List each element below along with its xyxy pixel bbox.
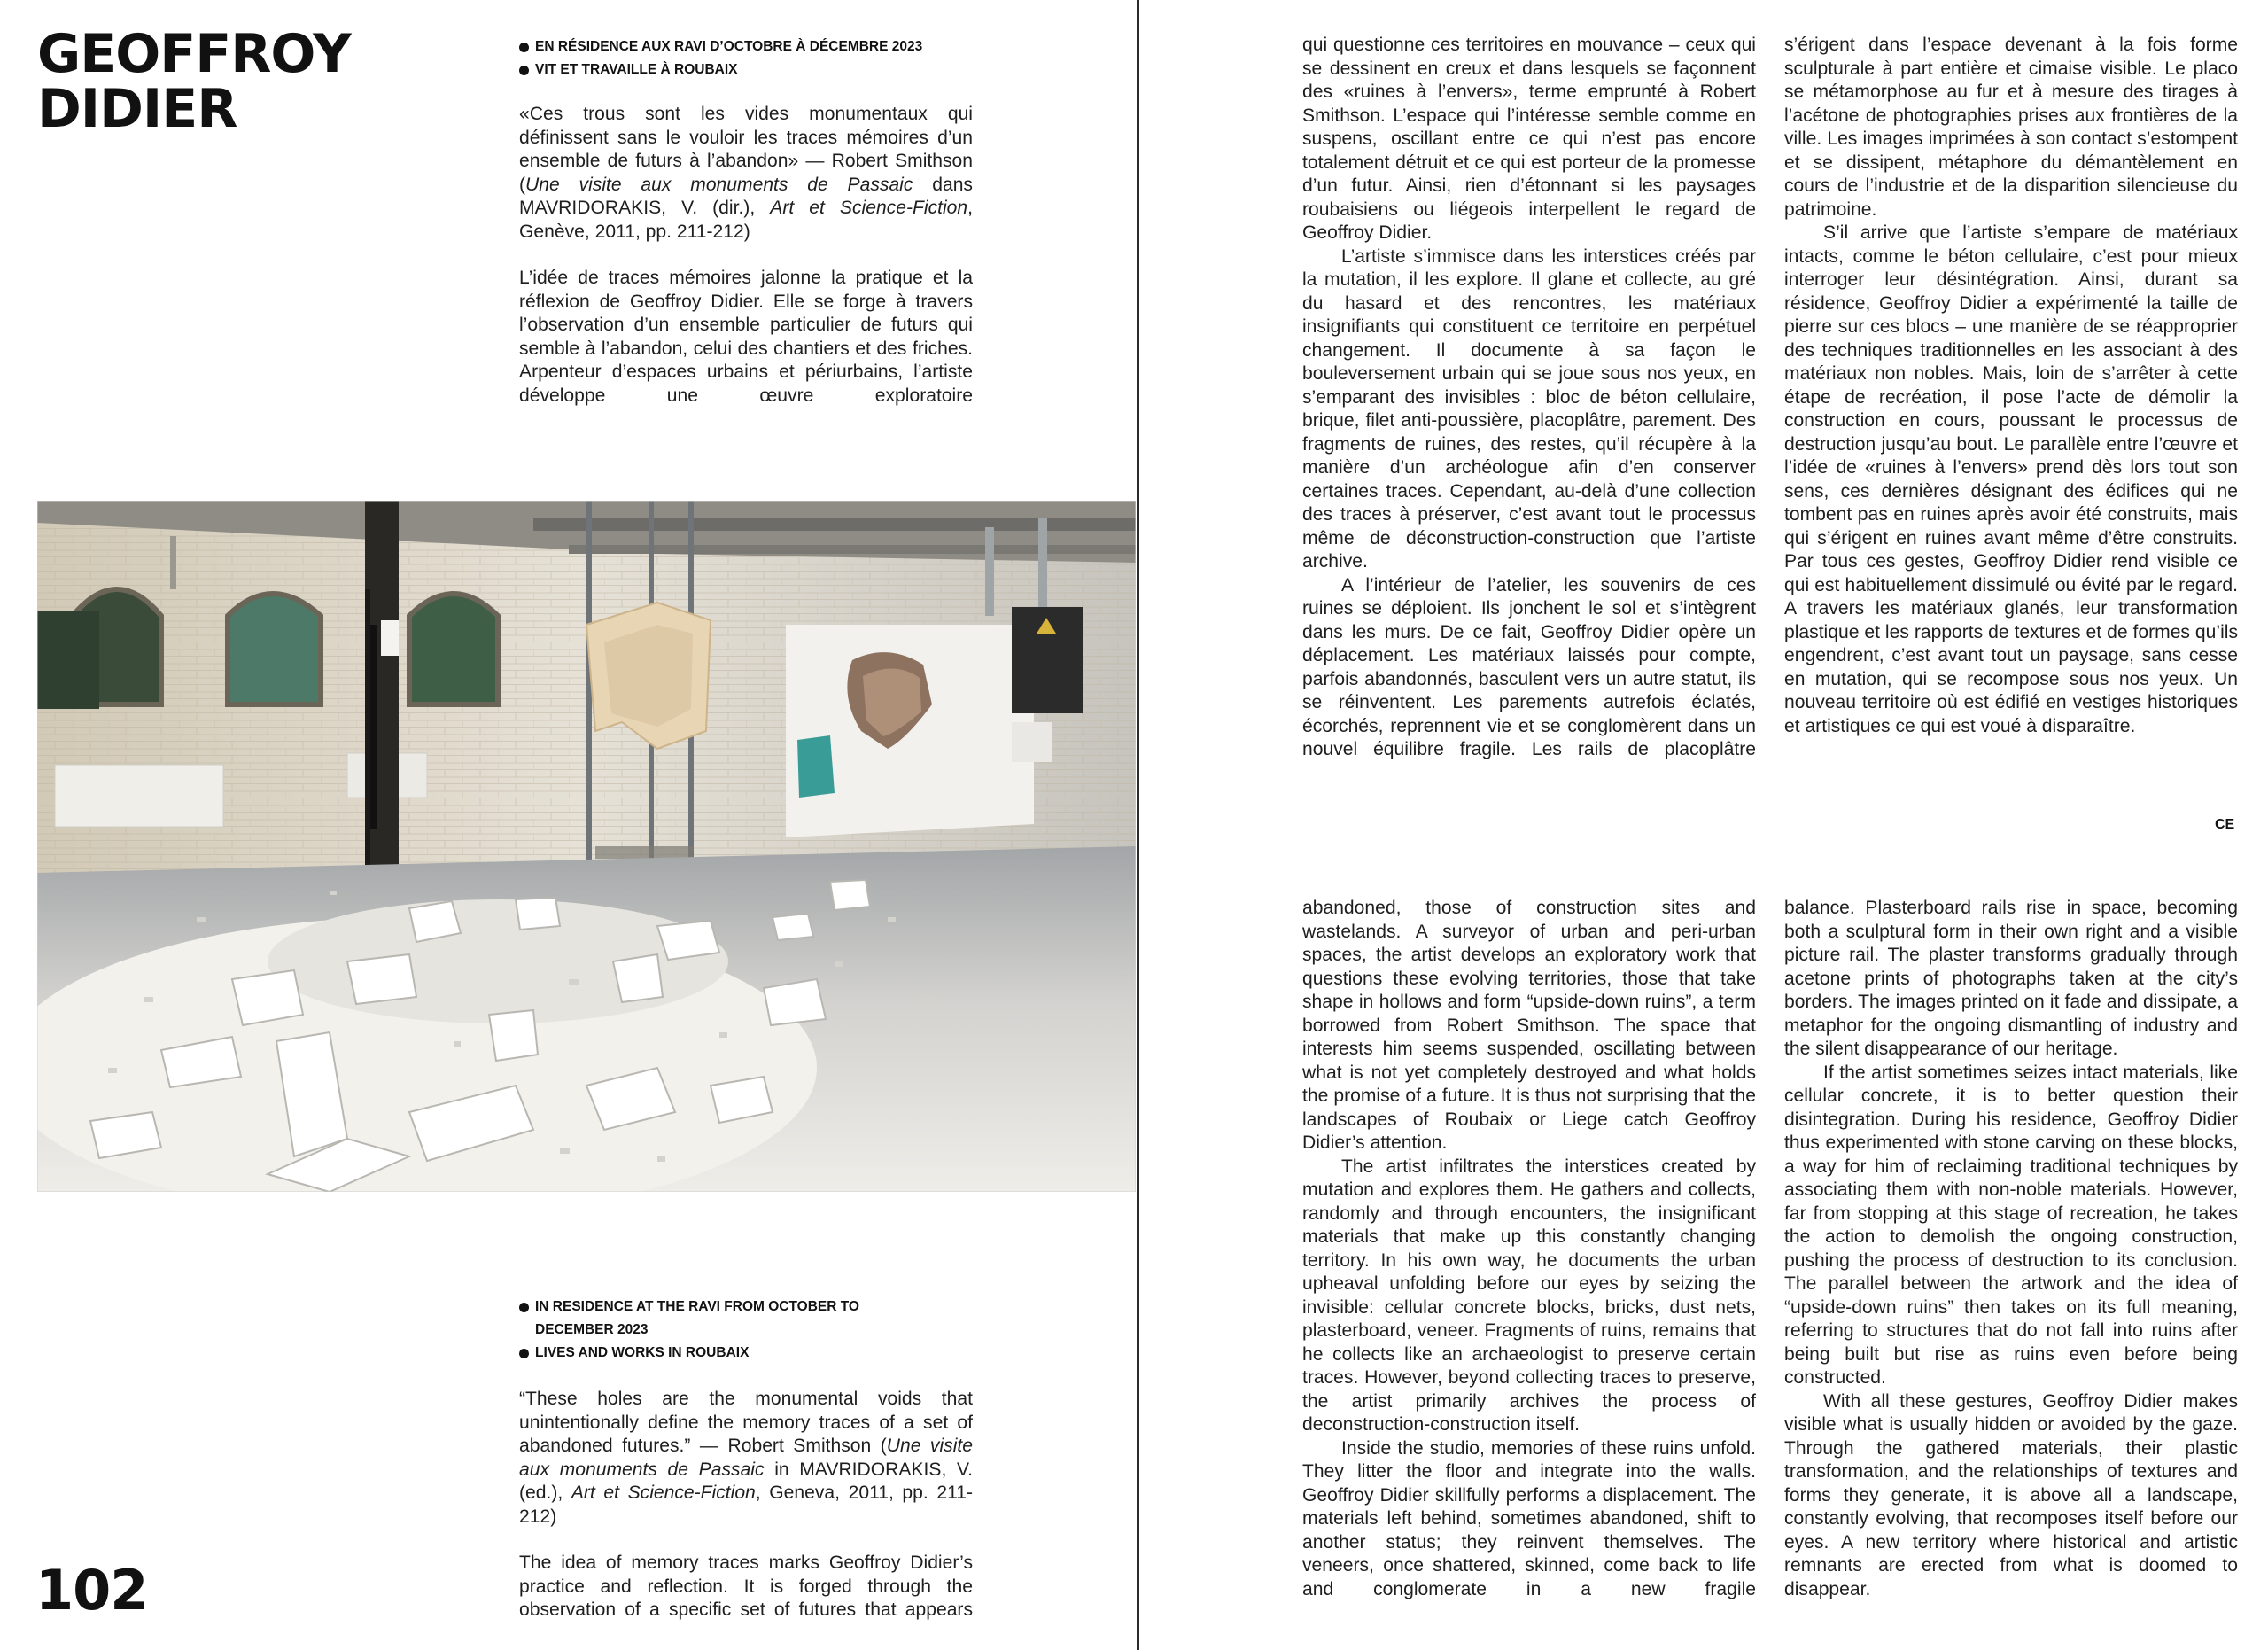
fr-intro-column	[519, 103, 973, 408]
fr-col3-paragraph-2: S’il arrive que l’artiste s’empare de matériaux intacts, comme le béton cellulaire, c’est pour mieux interroger leur désintégration. Ainsi, durant sa résidence, Geoffroy Didier a expérimenté la taille de pierre sur ces blocs – une manière de se réapproprier des techniques traditionnelles en les associant à des matériaux non nobles. Mais, loin de s’arrêter à cette étape de recréation, il pose l’acte de démolir la construction en cours, poussant le processus de destruction jusqu’au bout. Le parallèle entre l’œuvre et l’idée de «ruines à l’envers» prend dès lors tout son sens, ces dernières désignant des édifices qui ne tombent pas en ruines après avoir été construits, mais qui s’érigent en ruines avant même d’être construits. Par tous ces gestes, Geoffroy Didier rend visible ce qui est habituellement dissimulé ou évité par le regard. A travers les matériaux glanés, leur transformation plastique et les rapports de textures et de formes qu’ils engendrent, c’est avant tout un paysage, sans cesse en mutation, qui se recompose sous nos yeux. Un nouveau territoire où est édifié en vestiges historiques et artistiques ce qui est voué à disparaître.	[1784, 222, 2238, 736]
fr-col2-paragraph-2: L’artiste s’immisce dans les interstices créés par la mutation, il les explore. Il glane et collecte, au gré du hasard et des rencontres, les matériaux insignifiants qui constituent ce territoire en perpétuel changement. Il documente à sa façon le bouleversement urbain qui se joue sous nos yeux, en s’emparant des invisibles : bloc de béton cellulaire, brique, filet anti-poussière, placoplâtre, parement. Des fragments de ruines, des restes, qu’il récupère à la manière d’un archéologue afin d’en conserver certaines traces. Cependant, au-delà d’une collection des traces à préserver, c’est avant tout le processus même de déconstruction-construction que l’artiste archive.	[1302, 245, 1756, 572]
fr-quote-book: Art et Science-Fiction	[770, 198, 968, 218]
en-col3-paragraph-3: With all these gestures, Geoffroy Didier makes visible what is usually hidden or avoided by the gaze. Through the gathered materials, their plastic transformation, and the relationships of textures and forms they generate, it is above all a landscape, constantly evolving, that recomposes itself before our eyes. A new territory where historical and artistic remnants are erected from what is doomed to disappear.	[1784, 1390, 2238, 1599]
en-quote-title: Une visite aux monuments de Passaic	[519, 1436, 973, 1480]
en-col2-paragraph-3: Inside the studio, memories of these ruins unfold. They litter the floor and integrate into the walls. Geoffroy Didier skillfully performs a displacement. The materials left behind, sometimes abandoned, shift to another status; they reinvent themselves. The veneers, once shattered, skinned, come back to life and conglomerate in a new fragile	[1302, 1437, 1756, 1599]
residency-info-en	[519, 1296, 891, 1365]
en-column-2	[1302, 897, 1756, 1601]
artist-first-name: GEOFFROY	[37, 23, 351, 85]
residency-line-en: IN RESIDENCE AT THE RAVI FROM OCTOBER TO DECEMBER 2023	[519, 1296, 891, 1342]
fr-quote-title: Une visite aux monuments de Passaic	[525, 174, 913, 195]
en-column-3	[1784, 897, 2238, 1601]
residency-line-fr: EN RÉSIDENCE AUX RAVI D’OCTOBRE À DÉCEMBRE 2023	[519, 35, 980, 58]
fr-paragraph-1: L’idée de traces mémoires jalonne la pratique et la réflexion de Geoffroy Didier. Elle se forge à travers l’observation d’un ensemble particulier de futurs qui semble à l’abandon, celui des chantiers et des friches. Arpenteur d’espaces urbains et périurbains, l’artiste développe une œuvre exploratoire	[519, 268, 973, 406]
residency-info-fr	[519, 35, 980, 82]
fr-col3-paragraph-1: s’érigent dans l’espace devenant à la fois forme sculpturale à part entière et cimaise visible. Le placo se métamorphose au fur et à mesure des tirages à l’acétone de photographies prises aux frontières de la ville. Les images imprimées à son contact s’estompent et se dissipent, métaphore du démantèlement en cours de l’industrie et de la disparition silencieuse du patrimoine.	[1784, 35, 2238, 220]
en-epigraph-quote: “These holes are the monumental voids that unintentionally define the memory traces of a set of abandoned futures.” — Robert Smithson (Une visite aux monuments de Passaic in MAVRIDORAKIS, V. (ed.), Art et Science-Fiction, Geneva, 2011, pp. 211-212)	[519, 1389, 973, 1527]
page-number: 102	[35, 1558, 148, 1623]
author-initials: CE	[2215, 817, 2235, 832]
en-col2-paragraph-1: abandoned, those of construction sites and wastelands. A surveyor of urban and peri-urban spaces, the artist develops an exploratory work that questions these evolving territories, those that take shape in hollows and form “upside-down ruins”, a term borrowed from Robert Smithson. The space that interests him seems suspended, oscillating between what is not yet completely destroyed and what holds the promise of a future. It is thus not surprising that the landscapes of Roubaix or Liege catch Geoffroy Didier’s attention.	[1302, 898, 1756, 1153]
artist-last-name: DIDIER	[37, 78, 237, 140]
en-col2-paragraph-2: The artist infiltrates the interstices created by mutation and explores them. He gathers and collects, randomly and through encounters, the insignificant materials that make up this constantly changing territory. In his own way, he documents the urban upheaval unfolding before our eyes by seizing the invisible: cellular concrete blocks, bricks, dust nets, plasterboard, veneer. Fragments of ruins, remains that he collects like an archaeologist to preserve certain traces. However, beyond collecting traces to preserve, the artist primarily archives the process of deconstruction-construction itself.	[1302, 1156, 1756, 1435]
en-quote-book: Art et Science-Fiction	[571, 1483, 756, 1503]
fr-column-3	[1784, 34, 2238, 738]
fr-column-2	[1302, 34, 1756, 762]
en-paragraph-1: The idea of memory traces marks Geoffroy Didier’s practice and reflection. It is forged through the observation of a specific set of futures that appears	[519, 1553, 973, 1620]
fr-epigraph-quote: «Ces trous sont les vides monumentaux qui définissent sans le vouloir les traces mémoires d’un ensemble de futurs à l’abandon» — Robert Smithson (Une visite aux monuments de Passaic dans MAVRIDORAKIS, V. (dir.), Art et Science-Fiction, Genève, 2011, pp. 211-212)	[519, 104, 973, 242]
fr-col2-paragraph-1: qui questionne ces territoires en mouvance – ceux qui se dessinent en creux et dans lesquels se façonnent des «ruines à l’envers», terme emprunté à Robert Smithson. L’espace qui l’intéresse semble comme en suspens, oscillant entre ce qui n’est pas encore totalement détruit et ce qui est porteur de la promesse d’un futur. Ainsi, rien d’étonnant si les paysages roubaisiens ou liégeois interpellent le regard de Geoffroy Didier.	[1302, 35, 1756, 243]
en-col3-paragraph-1: balance. Plasterboard rails rise in space, becoming both a sculptural form in their own right and a visible picture rail. The plaster transforms gradually through acetone prints of photographs taken at the city’s borders. The images printed on it fade and dissipate, a metaphor for the ongoing dismantling of industry and the silent disappearance of our heritage.	[1784, 898, 2238, 1059]
lives-works-line-fr: VIT ET TRAVAILLE À ROUBAIX	[519, 58, 980, 82]
en-col3-paragraph-2: If the artist sometimes seizes intact materials, like cellular concrete, it is to better question their disintegration. During his residence, Geoffroy Didier thus experimented with stone carving on these blocks, a way for him of reclaiming traditional techniques by associating them with non-noble materials. However, far from stopping at this stage of recreation, he takes the action to demolish the ongoing construction, pushing the process of destruction to its conclusion. The parallel between the artwork and the idea of “upside-down ruins” then takes on its full meaning, referring to structures that do not fall into ruins after being built but rise as ruins even before being constructed.	[1784, 1062, 2238, 1388]
en-intro-column	[519, 1388, 973, 1623]
exhibition-photo	[37, 501, 1136, 1192]
artist-name-title	[37, 23, 351, 140]
fr-col2-paragraph-3: A l’intérieur de l’atelier, les souvenirs de ces ruines se déploient. Ils jonchent le sol et s’intègrent dans les murs. De ce fait, Geoffroy Didier opère un déplacement. Les matériaux laissés pour compte, parfois abandonnés, basculent vers un autre statut, ils se réinventent. Les parements autrefois éclatés, écorchés, reprennent vie et se conglomèrent dans un nouvel équilibre fragile. Les rails de placoplâtre	[1302, 574, 1756, 759]
book-spine	[1137, 0, 1139, 1650]
lives-works-line-en: LIVES AND WORKS IN ROUBAIX	[519, 1342, 891, 1365]
